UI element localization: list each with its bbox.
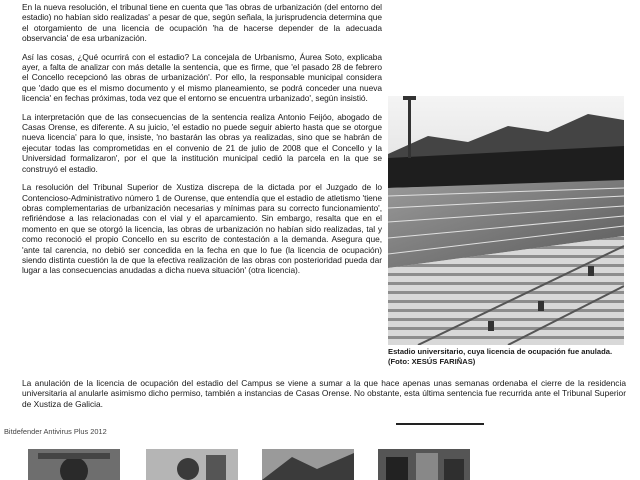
thumbnail-2-image: [146, 449, 238, 480]
thumbnail-1[interactable]: [28, 449, 120, 480]
thumbnail-1-image: [28, 449, 120, 480]
software-credit: Bitdefender Antivirus Plus 2012: [4, 427, 107, 436]
thumbnail-3[interactable]: [262, 449, 354, 480]
photo-caption: Estadio universitario, cuya licencia de ocupación fue anulada. (Foto: XESÚS FARIÑAS): [388, 347, 613, 366]
stadium-photo: [388, 96, 624, 345]
article-paragraph-1: En la nueva resolución, el tribunal tiene en cuenta que 'las obras de urbanización (del entorno del estadio) no habían sido realizadas' a pesar de que, según señala, la jurisprudencia determina que el otorgamiento de una licencia de ocupación 'ha de hacerse depender de la adecuada observancia' de esa urbanización.: [22, 2, 382, 44]
stadium-photo-image: [388, 96, 624, 345]
thumbnail-2[interactable]: [146, 449, 238, 480]
section-divider: [396, 423, 484, 425]
article-body: [22, 2, 382, 284]
article-paragraph-4: La resolución del Tribunal Superior de Xustiza discrepa de la dictada por el Juzgado de lo Contencioso-Administrativo número 1 de Ourense, que entendía que el estadio de atletismo 'tiene obras complementarias de urbanización necesarias y mínimas para su correcto funcionamiento', refiriéndose a las relacionadas con el vial y el aparcamiento. Sin embargo, resalta que en el momento en que se otorgó la licencia, las obras de urbanización no habían sido realizadas, tal y como reconoció el propio Concello en su escrito de contestación a la demanda. Asegura que, 'ante tal carencia, no debió ser concedida en la fecha en que lo fue (la licencia de ocupación) siendo distinta cuestión la de que la efectiva realización de las obras con posterioridad pueda dar lugar a las consecuencias anudadas a dicha nueva situación' (otra licencia).: [22, 182, 382, 276]
thumbnail-4[interactable]: [378, 449, 470, 480]
article-paragraph-3: La interpretación que de las consecuencias de la sentencia realiza Antonio Feijóo, abogado de Casas Orense, es diferente. A su juicio, 'el estadio no puede seguir abierto hasta que se otorgue nueva licencia' para lo que, insiste, 'no bastarán las obras ya realizadas, sino que se habrán de ejecutar todas las comprometidas en el convenio de 21 de julio de 2008 que el Concello y la Universidad formalizaron', por el que la institución municipal cedió la parcela en la que se construyó el estadio.: [22, 111, 382, 174]
thumbnail-3-image: [262, 449, 354, 480]
article-closing-paragraph: La anulación de la licencia de ocupación del estadio del Campus se viene a sumar a la que hace apenas unas semanas ordenaba el cierre de la residencia universitaria al anularle asimismo dicho permiso, también a instancias de Casas Orense. No obstante, esta última sentencia fue recurrida ante el Tribunal Superior de Xustiza de Galicia.: [22, 378, 626, 409]
article-paragraph-2: Así las cosas, ¿Qué ocurrirá con el estadio? La concejala de Urbanismo, Áurea Soto, explicaba ayer, a falta de analizar con más detalle la sentencia, que es firme, que 'el pasado 28 de febrero el Concello recepcionó las obras de urbanización'. Por ello, la responsable municipal considera que 'dado que es el mismo documento y el mismo planeamiento, se podrá conceder una nueva licencia' en fechas próximas, toda vez que el entorno se encuentra urbanizado', según insistió.: [22, 51, 382, 104]
thumbnail-4-image: [378, 449, 470, 480]
